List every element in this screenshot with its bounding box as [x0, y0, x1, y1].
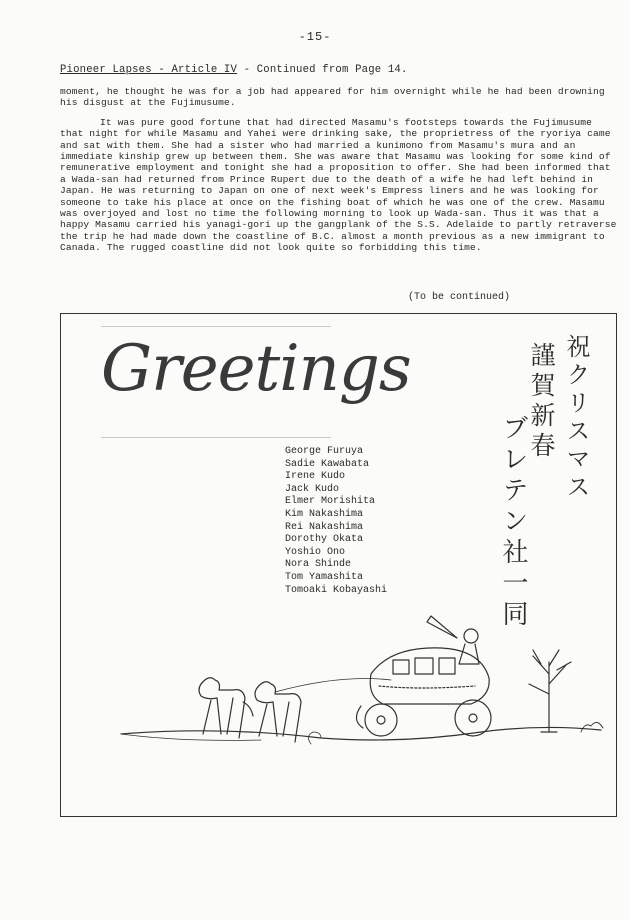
- japanese-new-year-greeting: 謹賀新春: [527, 342, 556, 462]
- article-title: Pioneer Lapses - Article IV: [60, 64, 238, 76]
- name-item: Jack Kudo: [285, 483, 340, 495]
- japanese-christmas-greeting: 祝クリスマス: [562, 334, 590, 502]
- tree-icon: [529, 650, 571, 732]
- article-continued-from: - Continued from Page 14.: [237, 64, 408, 76]
- name-item: Tom Yamashita: [285, 571, 364, 583]
- name-item: Rei Nakashima: [285, 521, 364, 533]
- name-item: Nora Shinde: [285, 559, 352, 571]
- horse-icon: [199, 678, 253, 738]
- names-list: [285, 446, 387, 597]
- article-heading: [60, 64, 408, 76]
- name-item: Dorothy Okata: [285, 534, 364, 546]
- coachman-icon: [427, 616, 479, 664]
- name-item: Elmer Morishita: [285, 496, 376, 508]
- name-item: Sadie Kawabata: [285, 458, 370, 470]
- article-paragraph: moment, he thought he was for a job had appeared for him overnight while he had been drowning his disgust at the Fujimusume.: [60, 86, 605, 109]
- japanese-staff-signature: ブレテン社一同: [498, 414, 528, 631]
- page-number: -15-: [298, 30, 332, 44]
- name-item: Yoshio Ono: [285, 546, 346, 558]
- name-item: George Furuya: [285, 446, 364, 457]
- greetings-script: Greetings: [101, 332, 411, 406]
- name-item: Irene Kudo: [285, 471, 346, 483]
- name-item: Kim Nakashima: [285, 508, 364, 520]
- greeting-card: [60, 313, 617, 817]
- to-be-continued: (To be continued): [408, 292, 511, 303]
- name-item: Tomoaki Kobayashi: [285, 584, 388, 596]
- carriage-icon: [356, 648, 491, 736]
- article-paragraph: It was pure good fortune that had directed Masamu's footsteps towards the Fujimusume that night for while Masamu and Yahei were drinking sake, the proprietress of the ryoriya came and sat with them. She had a sister who had married a kunimono from Masamu's mura and an immediate kinship grew up between them. She was aware that Masamu was looking for some kind of remunerative employment and tonight she had a proposition to offer. She had been informed that a Wada-san had returned from Prince Rupert due to the death of a wife he had left behind in Japan. He was returning to Japan on one of next week's Empress liners and he was looking for someone to take his place at once on the fishing boat of which he was one of the crew. Masamu was overjoyed and lost no time the following morning to look up Wada-san. Thus it was that a happy Masamu carried his yanagi-gori up the gangplank of the S.S. Adelaide to partly retraverse the trip he had made down the coastline of B.C. almost a month previous as a new immigrant to Canada. The rugged coastline did not look quite so forbidding this time.: [60, 116, 617, 254]
- article-body: [60, 86, 620, 262]
- horse-carriage-illustration: [61, 614, 616, 794]
